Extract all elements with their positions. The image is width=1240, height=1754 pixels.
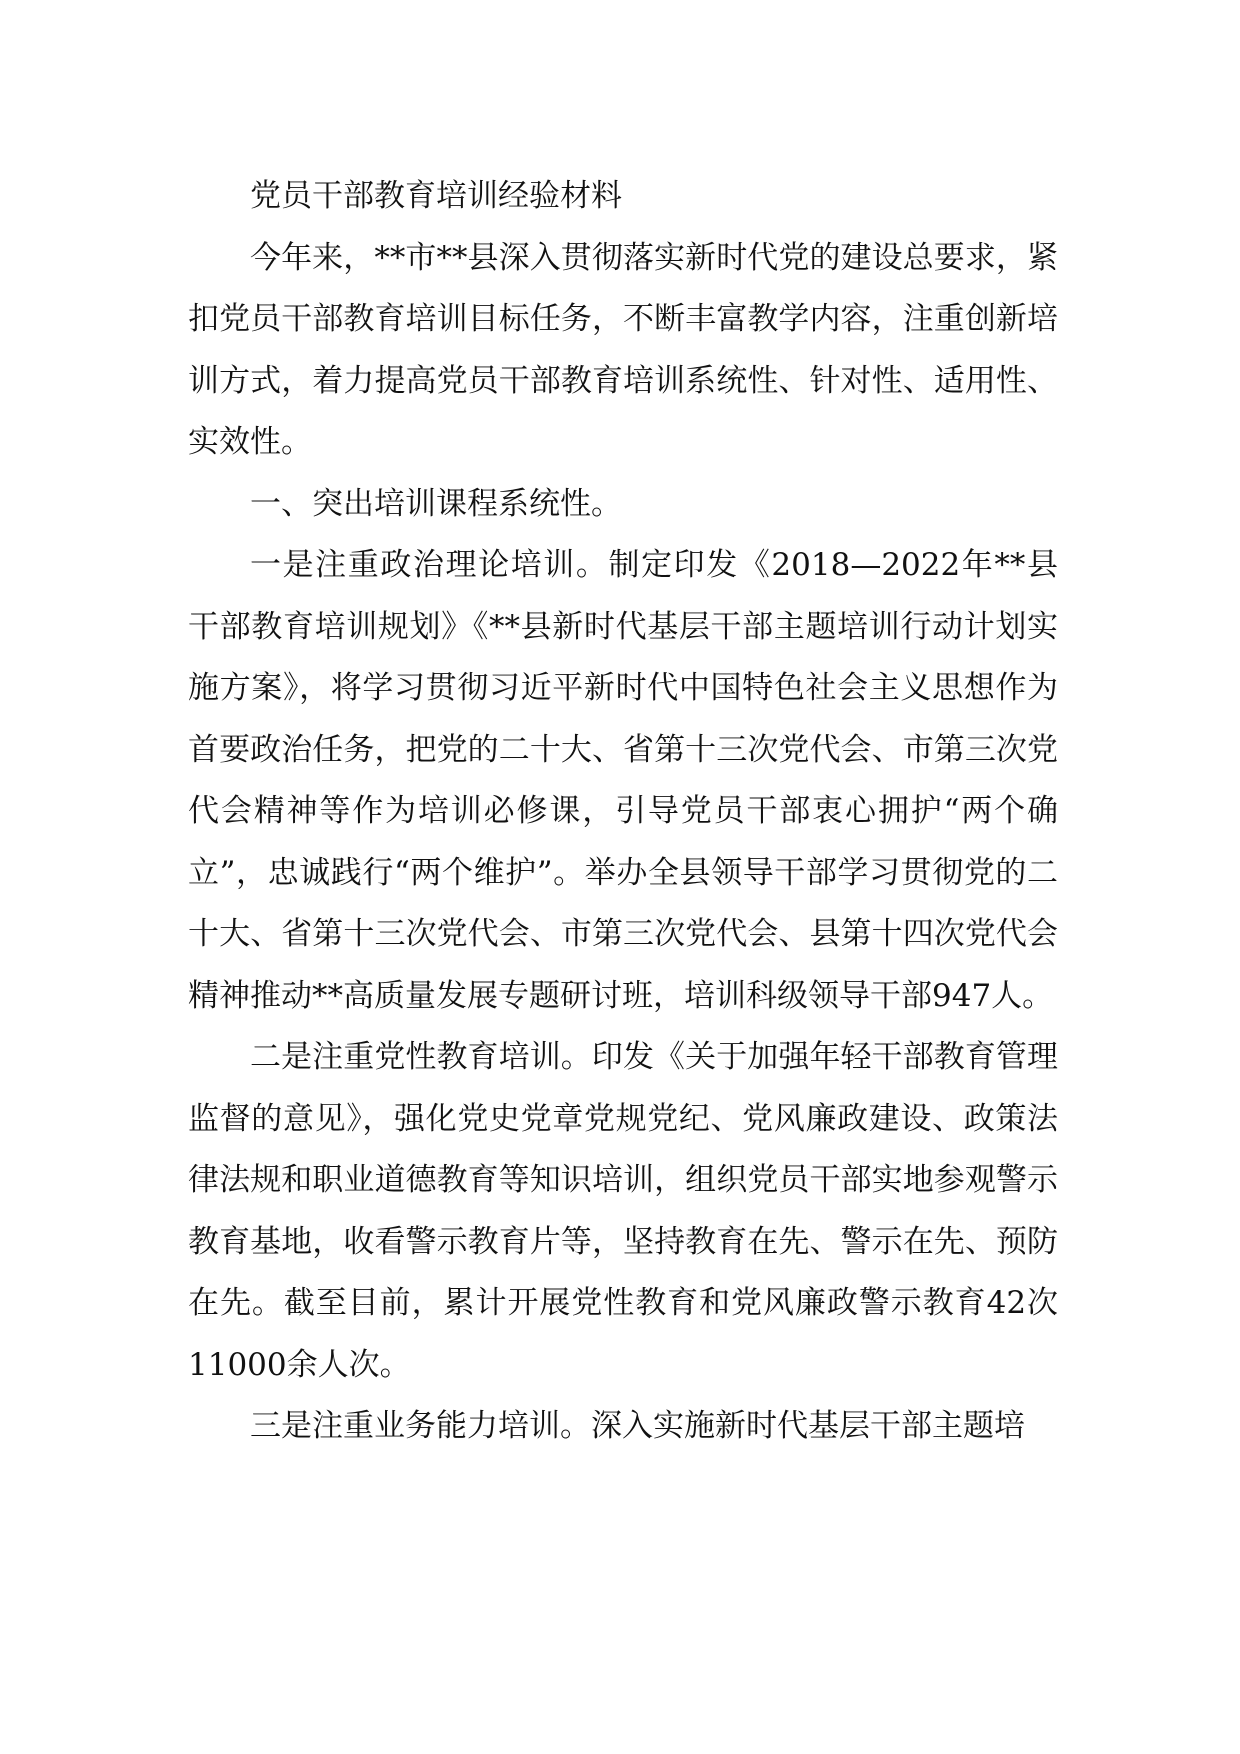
paragraph-political-theory: 一是注重政治理论培训。制定印发《2018—2022年**县干部教育培训规划》《**县新时代基层干部主题培训行动计划实施方案》，将学习贯彻习近平新时代中国特色社会主义思想作为首要政治任务，把党的二十大、省第十三次党代会、市第三次党代会精神等作为培训必修课，引导党员干部衷心拥护“两个确立”，忠诚践行“两个维护”。举办全县领导干部学习贯彻党的二十大、省第十三次党代会、市第三次党代会、县第十四次党代会精神推动**高质量发展专题研讨班，培训科级领导干部947人。	[188, 547, 1058, 1014]
document-title: 党员干部教育培训经验材料	[250, 178, 622, 214]
paragraph-intro: 今年来，**市**县深入贯彻落实新时代党的建设总要求，紧扣党员干部教育培训目标任务，不断丰富教学内容，注重创新培训方式，着力提高党员干部教育培训系统性、针对性、适用性、实效性。	[188, 239, 1058, 460]
paragraph-business-ability: 三是注重业务能力培训。深入实施新时代基层干部主题培	[250, 1408, 1025, 1444]
section-heading: 一、突出培训课程系统性。	[250, 485, 622, 522]
paragraph-party-spirit: 二是注重党性教育培训。印发《关于加强年轻干部教育管理监督的意见》，强化党史党章党规党纪、党风廉政建设、政策法律法规和职业道德教育等知识培训，组织党员干部实地参观警示教育基地，收看警示教育片等，坚持教育在先、警示在先、预防在先。截至目前，累计开展党性教育和党风廉政警示教育42次11000余人次。	[188, 1039, 1058, 1383]
document-body	[188, 166, 1058, 1458]
